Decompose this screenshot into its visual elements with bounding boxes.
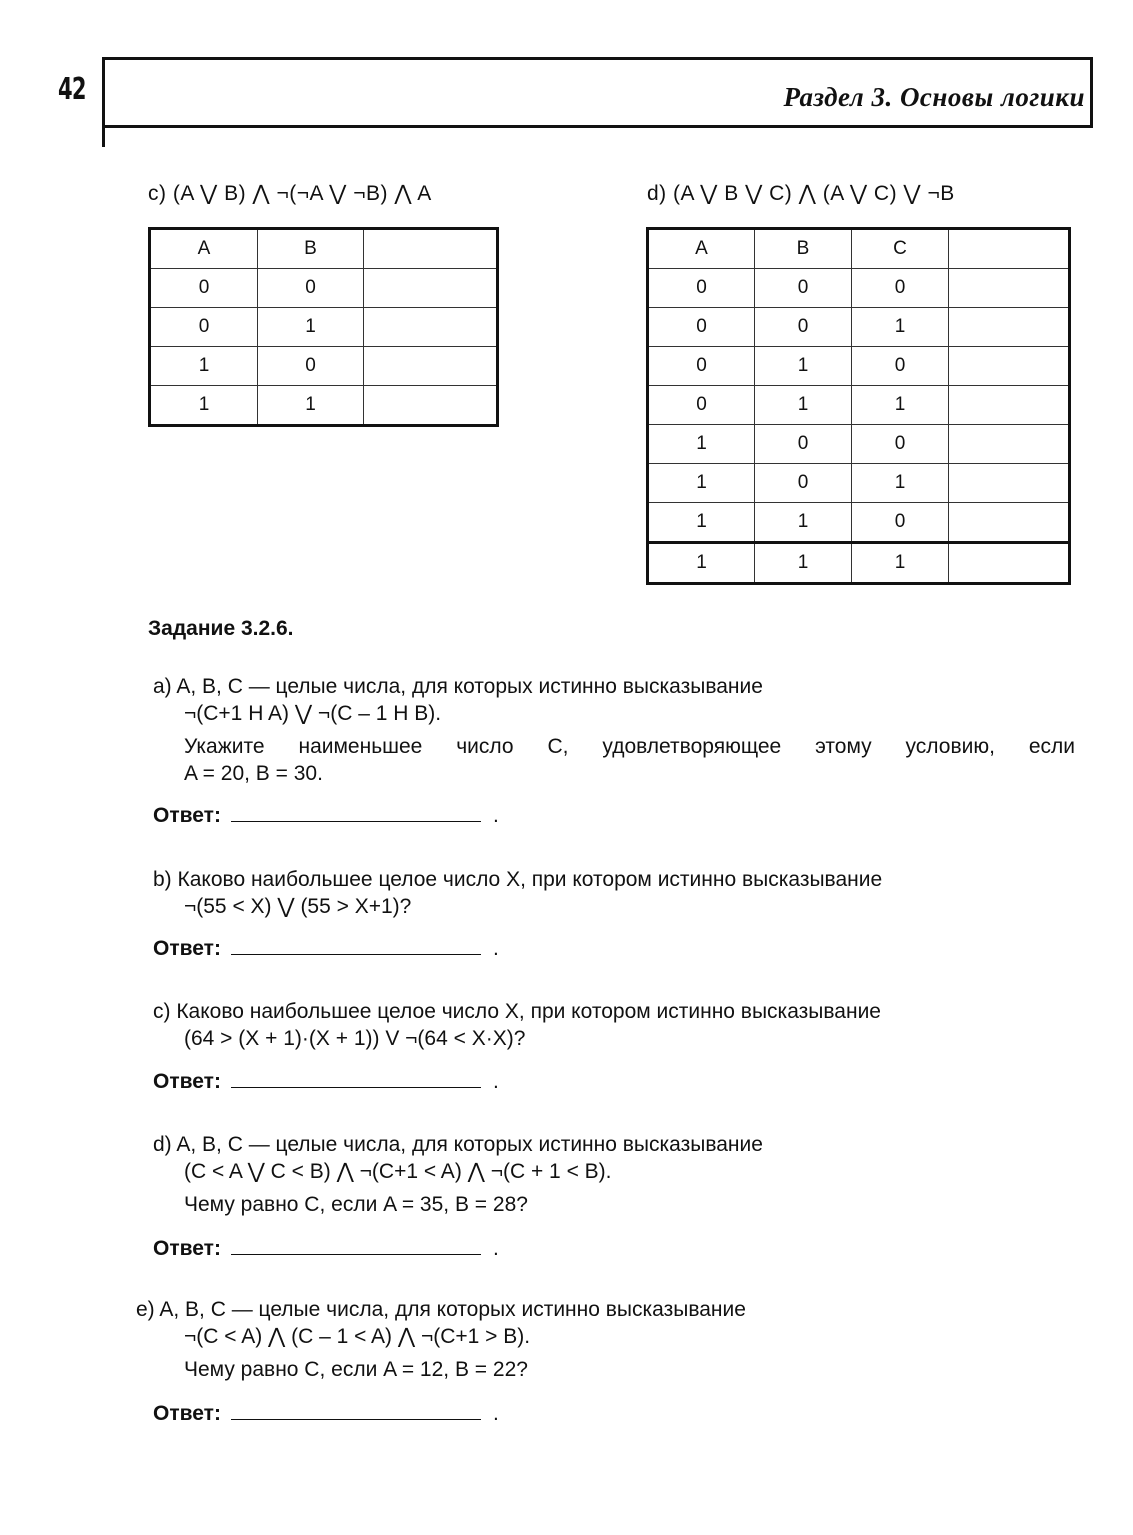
cell-result[interactable] [364, 347, 498, 386]
cell-a: 1 [648, 503, 755, 543]
answer-end-dot: . [492, 1070, 499, 1093]
table-row [648, 269, 1070, 308]
cell-b: 1 [755, 347, 852, 386]
cell-b: 0 [258, 347, 364, 386]
cell-a: 0 [150, 269, 258, 308]
cell-b: 0 [755, 308, 852, 347]
table-header-row [150, 229, 498, 269]
answer-c [153, 1069, 499, 1094]
cell-result[interactable] [949, 543, 1070, 584]
problem-c-statement: c) Каково наибольшее целое число X, при котором истинно высказывание [153, 1000, 881, 1023]
problem-c [153, 998, 881, 1052]
cell-a: 1 [648, 425, 755, 464]
problem-d-question: Чему равно C, если A = 35, B = 28? [184, 1193, 528, 1216]
problem-e-statement: e) A, B, C — целые числа, для которых истинно высказывание [136, 1298, 746, 1321]
cell-b: 0 [755, 464, 852, 503]
table-row [648, 425, 1070, 464]
problem-d-statement: d) A, B, C — целые числа, для которых истинно высказывание [153, 1133, 763, 1156]
table-row [150, 269, 498, 308]
problem-b-statement: b) Каково наибольшее целое число X, при котором истинно высказывание [153, 868, 883, 891]
table-row [648, 347, 1070, 386]
answer-end-dot: . [492, 937, 499, 960]
page-number: 42 [58, 72, 86, 107]
cell-b: 1 [258, 386, 364, 426]
truth-table-c [148, 227, 499, 427]
problem-d-formula: (C < A ⋁ C < B) ⋀ ¬(C+1 < A) ⋀ ¬(C + 1 < B). [184, 1160, 612, 1183]
answer-label: Ответ: [153, 804, 221, 827]
cell-c: 1 [852, 386, 949, 425]
answer-b [153, 936, 499, 961]
problem-a [153, 673, 1075, 787]
cell-b: 0 [258, 269, 364, 308]
answer-label: Ответ: [153, 937, 221, 960]
answer-label: Ответ: [153, 1237, 221, 1260]
truth-table-d [646, 227, 1071, 585]
answer-e-field[interactable] [231, 1401, 481, 1420]
cell-a: 1 [150, 347, 258, 386]
cell-c: 0 [852, 425, 949, 464]
cell-a: 0 [648, 347, 755, 386]
cell-b: 0 [755, 269, 852, 308]
problem-d [153, 1131, 763, 1218]
cell-result[interactable] [949, 386, 1070, 425]
cell-a: 1 [648, 464, 755, 503]
problem-a-statement: a) A, B, C — целые числа, для которых истинно высказывание [153, 675, 763, 698]
column-header-b: B [755, 229, 852, 269]
column-header-b: B [258, 229, 364, 269]
cell-result[interactable] [364, 308, 498, 347]
cell-result[interactable] [364, 386, 498, 426]
problem-b-formula: ¬(55 < X) ⋁ (55 > X+1)? [184, 895, 412, 918]
cell-b: 0 [755, 425, 852, 464]
cell-c: 1 [852, 308, 949, 347]
cell-a: 0 [150, 308, 258, 347]
header-frame-tail [102, 125, 105, 147]
answer-label: Ответ: [153, 1070, 221, 1093]
cell-result[interactable] [364, 269, 498, 308]
column-header-result [364, 229, 498, 269]
section-title: Раздел 3. Основы логики [783, 82, 1085, 112]
column-header-a: A [150, 229, 258, 269]
exercise-c-expression: c) (A ⋁ B) ⋀ ¬(¬A ⋁ ¬B) ⋀ A [148, 182, 432, 205]
cell-b: 1 [755, 386, 852, 425]
answer-c-field[interactable] [231, 1069, 481, 1088]
cell-c: 1 [852, 543, 949, 584]
cell-result[interactable] [949, 269, 1070, 308]
cell-a: 0 [648, 386, 755, 425]
problem-b [153, 866, 882, 920]
cell-a: 0 [648, 308, 755, 347]
column-header-result [949, 229, 1070, 269]
cell-c: 0 [852, 503, 949, 543]
answer-label: Ответ: [153, 1402, 221, 1425]
cell-b: 1 [755, 503, 852, 543]
cell-a: 0 [648, 269, 755, 308]
answer-end-dot: . [492, 804, 499, 827]
answer-d-field[interactable] [231, 1236, 481, 1255]
cell-result[interactable] [949, 347, 1070, 386]
cell-a: 1 [648, 543, 755, 584]
cell-result[interactable] [949, 503, 1070, 543]
table-row [648, 543, 1070, 584]
problem-a-values: A = 20, B = 30. [184, 762, 323, 785]
answer-d [153, 1236, 499, 1261]
exercise-d-expression: d) (A ⋁ B ⋁ C) ⋀ (A ⋁ C) ⋁ ¬B [647, 182, 955, 205]
cell-a: 1 [150, 386, 258, 426]
cell-c: 0 [852, 269, 949, 308]
cell-b: 1 [258, 308, 364, 347]
answer-a [153, 803, 499, 828]
answer-a-field[interactable] [231, 803, 481, 822]
table-row [648, 464, 1070, 503]
table-row [150, 347, 498, 386]
table-row [648, 503, 1070, 543]
table-header-row [648, 229, 1070, 269]
answer-e [153, 1401, 499, 1426]
table-row [648, 308, 1070, 347]
problem-a-question: Укажите наименьшее число C, удовлетворяющее этому условию, если [184, 735, 1075, 758]
task-title: Задание 3.2.6. [148, 617, 294, 640]
answer-end-dot: . [492, 1402, 499, 1425]
answer-b-field[interactable] [231, 936, 481, 955]
table-row [150, 386, 498, 426]
answer-end-dot: . [492, 1237, 499, 1260]
problem-e [136, 1296, 746, 1383]
column-header-a: A [648, 229, 755, 269]
cell-c: 1 [852, 464, 949, 503]
cell-result[interactable] [949, 425, 1070, 464]
column-header-c: C [852, 229, 949, 269]
problem-c-formula: (64 > (X + 1)·(X + 1)) V ¬(64 < X·X)? [184, 1027, 526, 1050]
table-row [648, 386, 1070, 425]
problem-e-question: Чему равно C, если A = 12, B = 22? [184, 1358, 528, 1381]
cell-result[interactable] [949, 464, 1070, 503]
cell-result[interactable] [949, 308, 1070, 347]
cell-c: 0 [852, 347, 949, 386]
table-row [150, 308, 498, 347]
problem-a-formula: ¬(C+1 H A) ⋁ ¬(C – 1 H B). [184, 702, 442, 725]
cell-b: 1 [755, 543, 852, 584]
problem-e-formula: ¬(C < A) ⋀ (C – 1 < A) ⋀ ¬(C+1 > B). [184, 1325, 531, 1348]
